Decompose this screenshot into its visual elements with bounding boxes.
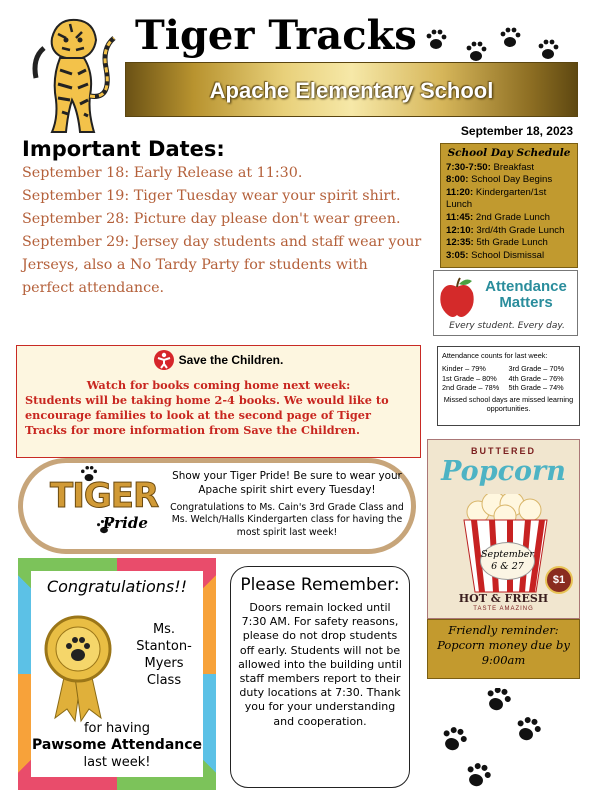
- schedule-row: 8:00: School Day Begins: [446, 174, 553, 186]
- stc-body: Students will be taking home 2-4 books. We would like to encourage families to look at the second page of Tiger Tracks for more information from Save the Children.: [25, 393, 389, 437]
- attendance-note: Missed school days are missed learning opportunities.: [443, 395, 574, 414]
- attendance-counts-box: [437, 346, 580, 426]
- popcorn-reminder: Friendly reminder: Popcorn money due by 9:00am: [427, 619, 580, 679]
- attendance-tagline: Every student. Every day.: [449, 321, 565, 331]
- save-the-children-logo: Save the Children.: [25, 350, 412, 370]
- please-remember-box: [230, 566, 410, 788]
- schedule-row: 12:10: 3rd/4th Grade Lunch: [446, 224, 565, 236]
- important-date-item: September 28: Picture day please don't wear green.: [22, 211, 401, 227]
- congratulations-heading: Congratulations!!: [46, 577, 188, 596]
- tiger-mascot-icon: [22, 8, 122, 138]
- paw-prints-header-icon: [420, 22, 580, 67]
- apple-icon: [438, 277, 476, 319]
- attendance-counts-heading: Attendance counts for last week:: [442, 351, 548, 360]
- award-ribbon-icon: [43, 613, 113, 723]
- popcorn-hot-fresh: HOT & FRESH: [458, 592, 549, 605]
- school-day-schedule: [440, 143, 578, 268]
- congratulations-class-name: Ms. Stanton-Myers Class: [136, 622, 192, 688]
- important-date-item: September 18: Early Release at 11:30.: [22, 165, 303, 181]
- schedule-row: 3:05: School Dismissal: [446, 249, 545, 261]
- popcorn-title: Popcorn: [441, 456, 566, 487]
- save-the-children-icon: [154, 350, 174, 370]
- newsletter-title: Tiger Tracks: [135, 12, 417, 59]
- schedule-heading: School Day Schedule: [447, 147, 571, 159]
- save-the-children-box: [16, 345, 421, 458]
- attendance-grades: Kinder – 79% 3rd Grade – 70% 1st Grade – 80% 4th Grade – 76% 2nd Grade – 78% 5th Grade – 74%: [442, 364, 565, 392]
- important-dates-heading: Important Dates:: [22, 137, 225, 161]
- school-name: Apache Elementary School: [209, 78, 494, 103]
- attendance-matters-logo: [433, 270, 578, 336]
- tiger-pride-line2: Congratulations to Ms. Cain's 3rd Grade Class and Ms. Welch/Halls Kindergarten class for having the most spirit last week!: [170, 501, 404, 538]
- popcorn-taste: TASTE AMAZING: [473, 606, 534, 612]
- schedule-row: 7:30-7:50: Breakfast: [446, 161, 534, 173]
- schedule-row: 11:45: 2nd Grade Lunch: [446, 211, 551, 223]
- attendance-matters-title: Attendance Matters: [485, 278, 567, 311]
- paw-prints-footer-icon: [430, 688, 580, 803]
- congratulations-box: [18, 558, 216, 790]
- important-date-item: September 29: Jersey day students and staff wear your Jerseys, also a No Tardy Party for students with perfect attendance.: [22, 234, 422, 296]
- issue-date: September 18, 2023: [460, 124, 573, 138]
- tiger-pride-logo: TIGER: [50, 476, 159, 516]
- schedule-row: 12:35: 5th Grade Lunch: [446, 237, 548, 249]
- schedule-row: 11:20: Kindergarten/1st Lunch: [446, 186, 547, 211]
- important-date-item: September 19: Tiger Tuesday wear your spirit shirt.: [22, 188, 401, 204]
- school-name-banner: [125, 62, 578, 117]
- tiger-pride-logo-subtitle: Pride: [103, 514, 148, 532]
- popcorn-date: September 6 & 27: [480, 542, 535, 580]
- congratulations-footer: for having Pawsome Attendance last week!: [31, 721, 203, 770]
- popcorn-flyer: [427, 439, 580, 619]
- important-dates-list: [22, 162, 422, 300]
- please-remember-body: Doors remain locked until 7:30 AM. For safety reasons, please do not drop students off early. Students will not be allowed into the building until staff members report to their duty locations at 7:30. Thank you for your understanding and cooperation.: [238, 601, 402, 728]
- popcorn-buttered: BUTTERED: [471, 446, 536, 456]
- popcorn-price: $1: [545, 566, 573, 594]
- tiger-pride-text: [168, 470, 406, 539]
- please-remember-heading: Please Remember:: [240, 575, 400, 595]
- stc-headline: Watch for books coming home next week:: [86, 378, 351, 392]
- tiger-pride-line1: Show your Tiger Pride! Be sure to wear your Apache spirit shirt every Tuesday!: [172, 470, 402, 496]
- tiger-pride-box: [18, 458, 416, 554]
